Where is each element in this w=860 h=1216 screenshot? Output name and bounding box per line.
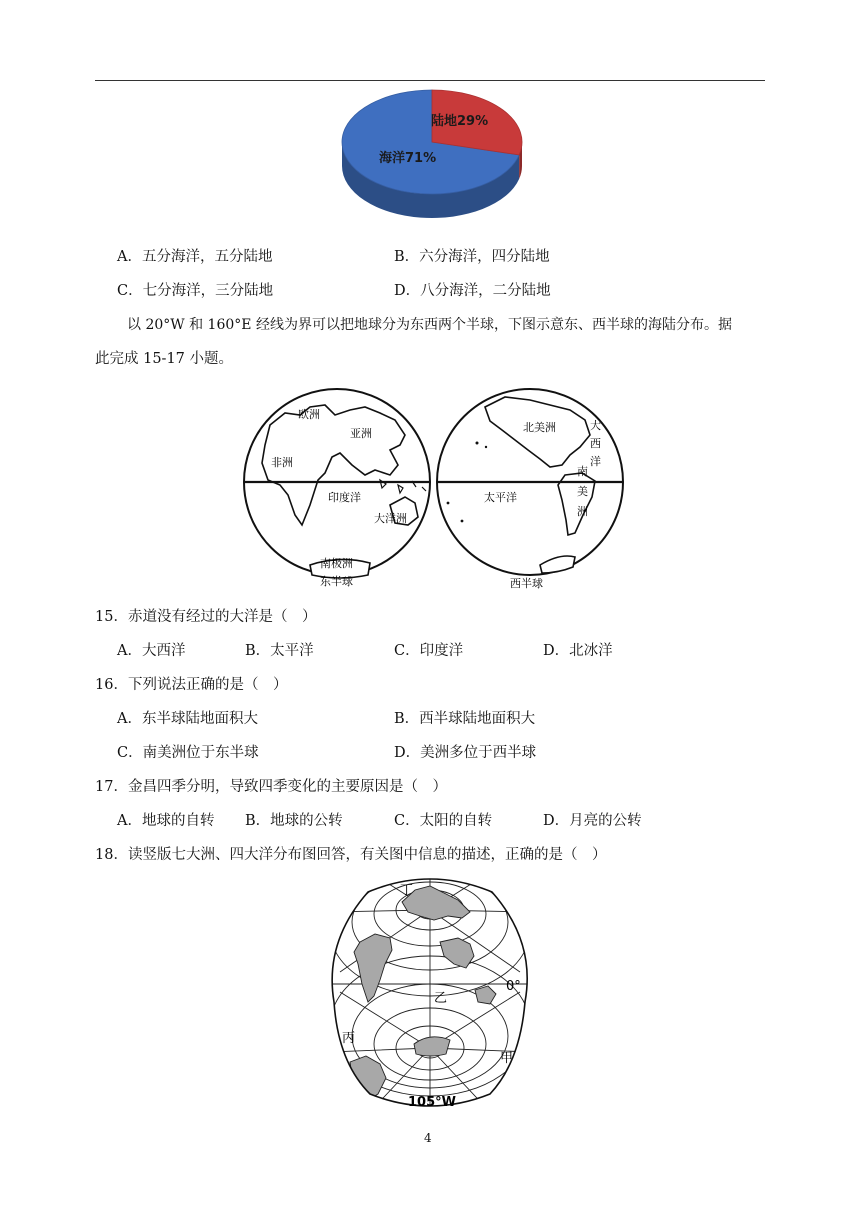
- pie-label-land: 陆地29%: [431, 114, 489, 129]
- caption-east-hemisphere: 东半球: [320, 575, 353, 588]
- q17-stem: 17．金昌四季分明，导致四季变化的主要原因是（ ）: [95, 779, 447, 795]
- q14-option-b: B．六分海洋，四分陆地: [394, 249, 550, 265]
- vertical-world-map: [330, 872, 530, 1112]
- hemisphere-map: [240, 385, 630, 595]
- label-south-america-2: 美: [577, 485, 588, 498]
- intro-line-2: 此完成 15-17 小题。: [95, 351, 234, 367]
- pie-label-ocean: 海洋71%: [379, 151, 437, 166]
- q17-option-a: A．地球的自转: [117, 813, 215, 829]
- map-label-ding: 丁: [400, 883, 414, 898]
- q15-option-c: C．印度洋: [394, 643, 464, 659]
- west-hemisphere: [437, 389, 623, 590]
- q15-option-a: A．大西洋: [117, 643, 186, 659]
- label-europe: 欧洲: [298, 408, 320, 421]
- label-north-america: 北美洲: [523, 421, 556, 434]
- map-label-jia: 甲: [500, 1051, 514, 1066]
- q17-option-c: C．太阳的自转: [394, 813, 493, 829]
- label-atlantic-3: 洋: [590, 455, 601, 468]
- q18-stem: 18．读竖版七大洲、四大洋分布图回答，有关图中信息的描述，正确的是（ ）: [95, 847, 607, 863]
- q16-option-d: D．美洲多位于西半球: [394, 745, 537, 761]
- page-number: 4: [424, 1131, 432, 1145]
- caption-west-hemisphere: 西半球: [510, 577, 543, 590]
- q17-option-b: B．地球的公转: [245, 813, 343, 829]
- q14-option-d: D．八分海洋，二分陆地: [394, 283, 551, 299]
- label-atlantic-1: 大: [590, 419, 601, 432]
- label-asia: 亚洲: [350, 427, 372, 440]
- map-label-yi: 乙: [434, 991, 448, 1006]
- q16-option-c: C．南美洲位于东半球: [117, 745, 259, 761]
- q15-stem: 15．赤道没有经过的大洋是（ ）: [95, 609, 317, 625]
- q16-option-b: B．西半球陆地面积大: [394, 711, 536, 727]
- label-south-america-3: 洲: [577, 505, 588, 518]
- label-antarctica: 南极洲: [320, 557, 353, 570]
- header-rule: [95, 80, 765, 81]
- q16-option-a: A．东半球陆地面积大: [117, 711, 258, 727]
- ocean-land-pie-chart: [335, 86, 530, 226]
- q14-option-a: A．五分海洋，五分陆地: [117, 249, 273, 265]
- q14-option-c: C．七分海洋，三分陆地: [117, 283, 274, 299]
- label-atlantic-2: 西: [590, 437, 601, 450]
- label-oceania: 大洋洲: [374, 512, 407, 525]
- intro-line-1: 以 20°W 和 160°E 经线为界可以把地球分为东西两个半球，下图示意东、西半球的海陆分布。据: [127, 317, 732, 333]
- map-label-bing: 丙: [342, 1031, 356, 1046]
- q16-stem: 16．下列说法正确的是（ ）: [95, 677, 288, 693]
- label-indian-ocean: 印度洋: [328, 491, 361, 504]
- east-hemisphere: [244, 389, 430, 588]
- label-south-america-1: 南: [577, 465, 588, 478]
- q15-option-b: B．太平洋: [245, 643, 314, 659]
- q15-option-d: D．北冰洋: [543, 643, 613, 659]
- map-label-105w: 105°W: [408, 1095, 456, 1110]
- q17-option-d: D．月亮的公转: [543, 813, 642, 829]
- label-pacific-ocean: 太平洋: [484, 491, 517, 504]
- map-label-zero-degree: 0°: [506, 979, 521, 994]
- label-africa: 非洲: [271, 456, 293, 469]
